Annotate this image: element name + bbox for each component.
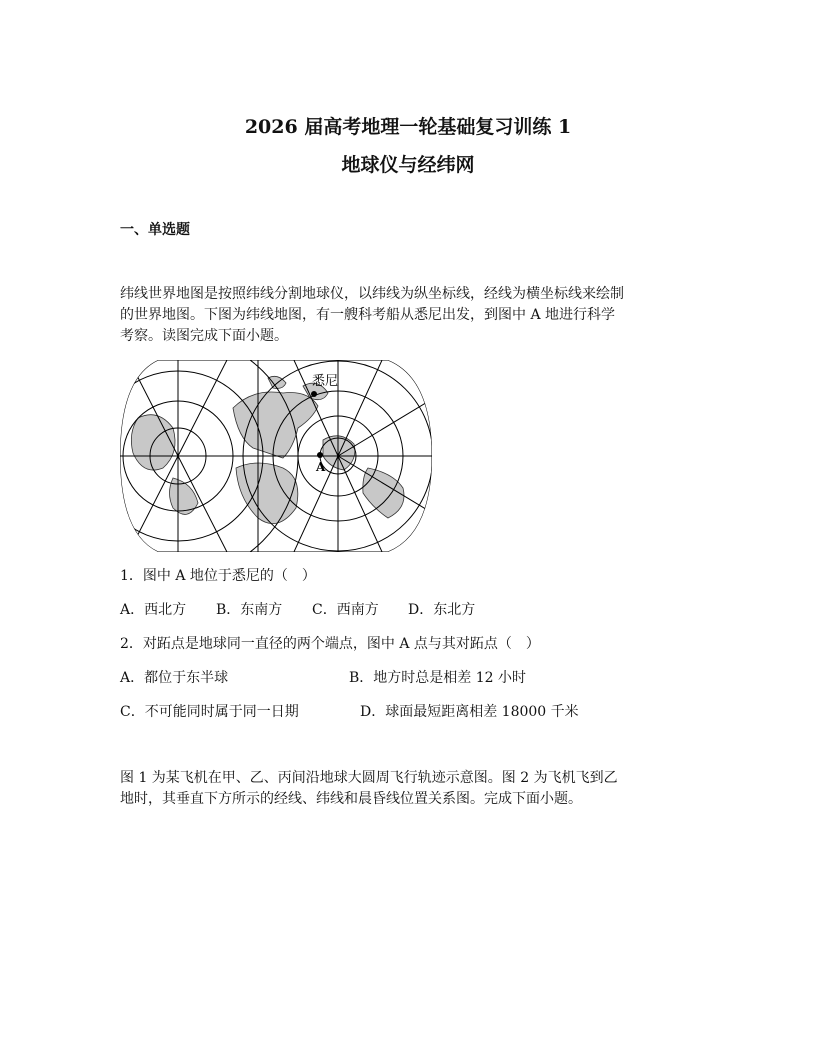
question-1-stem: 1．图中 A 地位于悉尼的（ ） [120, 568, 316, 584]
question-1-option-b[interactable]: B．东南方 [216, 602, 283, 618]
page-subtitle: 地球仪与经纬网 [341, 154, 475, 176]
passage-1 [120, 284, 705, 347]
passage-1-line-3: 考察。读图完成下面小题。 [120, 328, 288, 344]
question-2-option-b[interactable]: B．地方时总是相差 12 小时 [349, 670, 527, 686]
section-heading: 一、单选题 [120, 222, 190, 238]
passage-1-line-1: 纬线世界地图是按照纬线分割地球仪，以纬线为纵坐标线，经线为横坐标线来绘制 [120, 286, 624, 302]
page-title: 2026 届高考地理一轮基础复习训练 1 [244, 116, 572, 138]
question-2-stem: 2．对跖点是地球同一直径的两个端点，图中 A 点与其对跖点（ ） [120, 636, 540, 652]
passage-2 [120, 768, 705, 810]
question-2-option-c[interactable]: C．不可能同时属于同一日期 [120, 704, 299, 720]
sydney-point [311, 391, 317, 397]
question-1-option-c[interactable]: C．西南方 [312, 602, 379, 618]
point-a-label: A [316, 460, 326, 474]
passage-2-line-1: 图 1 为某飞机在甲、乙、丙间沿地球大圆周飞行轨迹示意图。图 2 为飞机飞到乙 [120, 770, 618, 786]
point-a [317, 452, 323, 458]
passage-1-line-2: 的世界地图。下图为纬线地图，有一艘科考船从悉尼出发，到图中 A 地进行科学 [120, 307, 616, 323]
land-masses [131, 376, 404, 523]
question-2-option-a[interactable]: A．都位于东半球 [120, 670, 229, 686]
question-1-option-d[interactable]: D．东北方 [408, 602, 476, 618]
passage-2-line-2: 地时，其垂直下方所示的经线、纬线和晨昏线位置关系图。完成下面小题。 [120, 791, 582, 807]
question-2-option-d[interactable]: D．球面最短距离相差 18000 千米 [360, 704, 579, 720]
sydney-label: 悉尼 [312, 374, 339, 389]
question-1-option-a[interactable]: A．西北方 [120, 602, 187, 618]
latitude-world-map [118, 358, 434, 554]
